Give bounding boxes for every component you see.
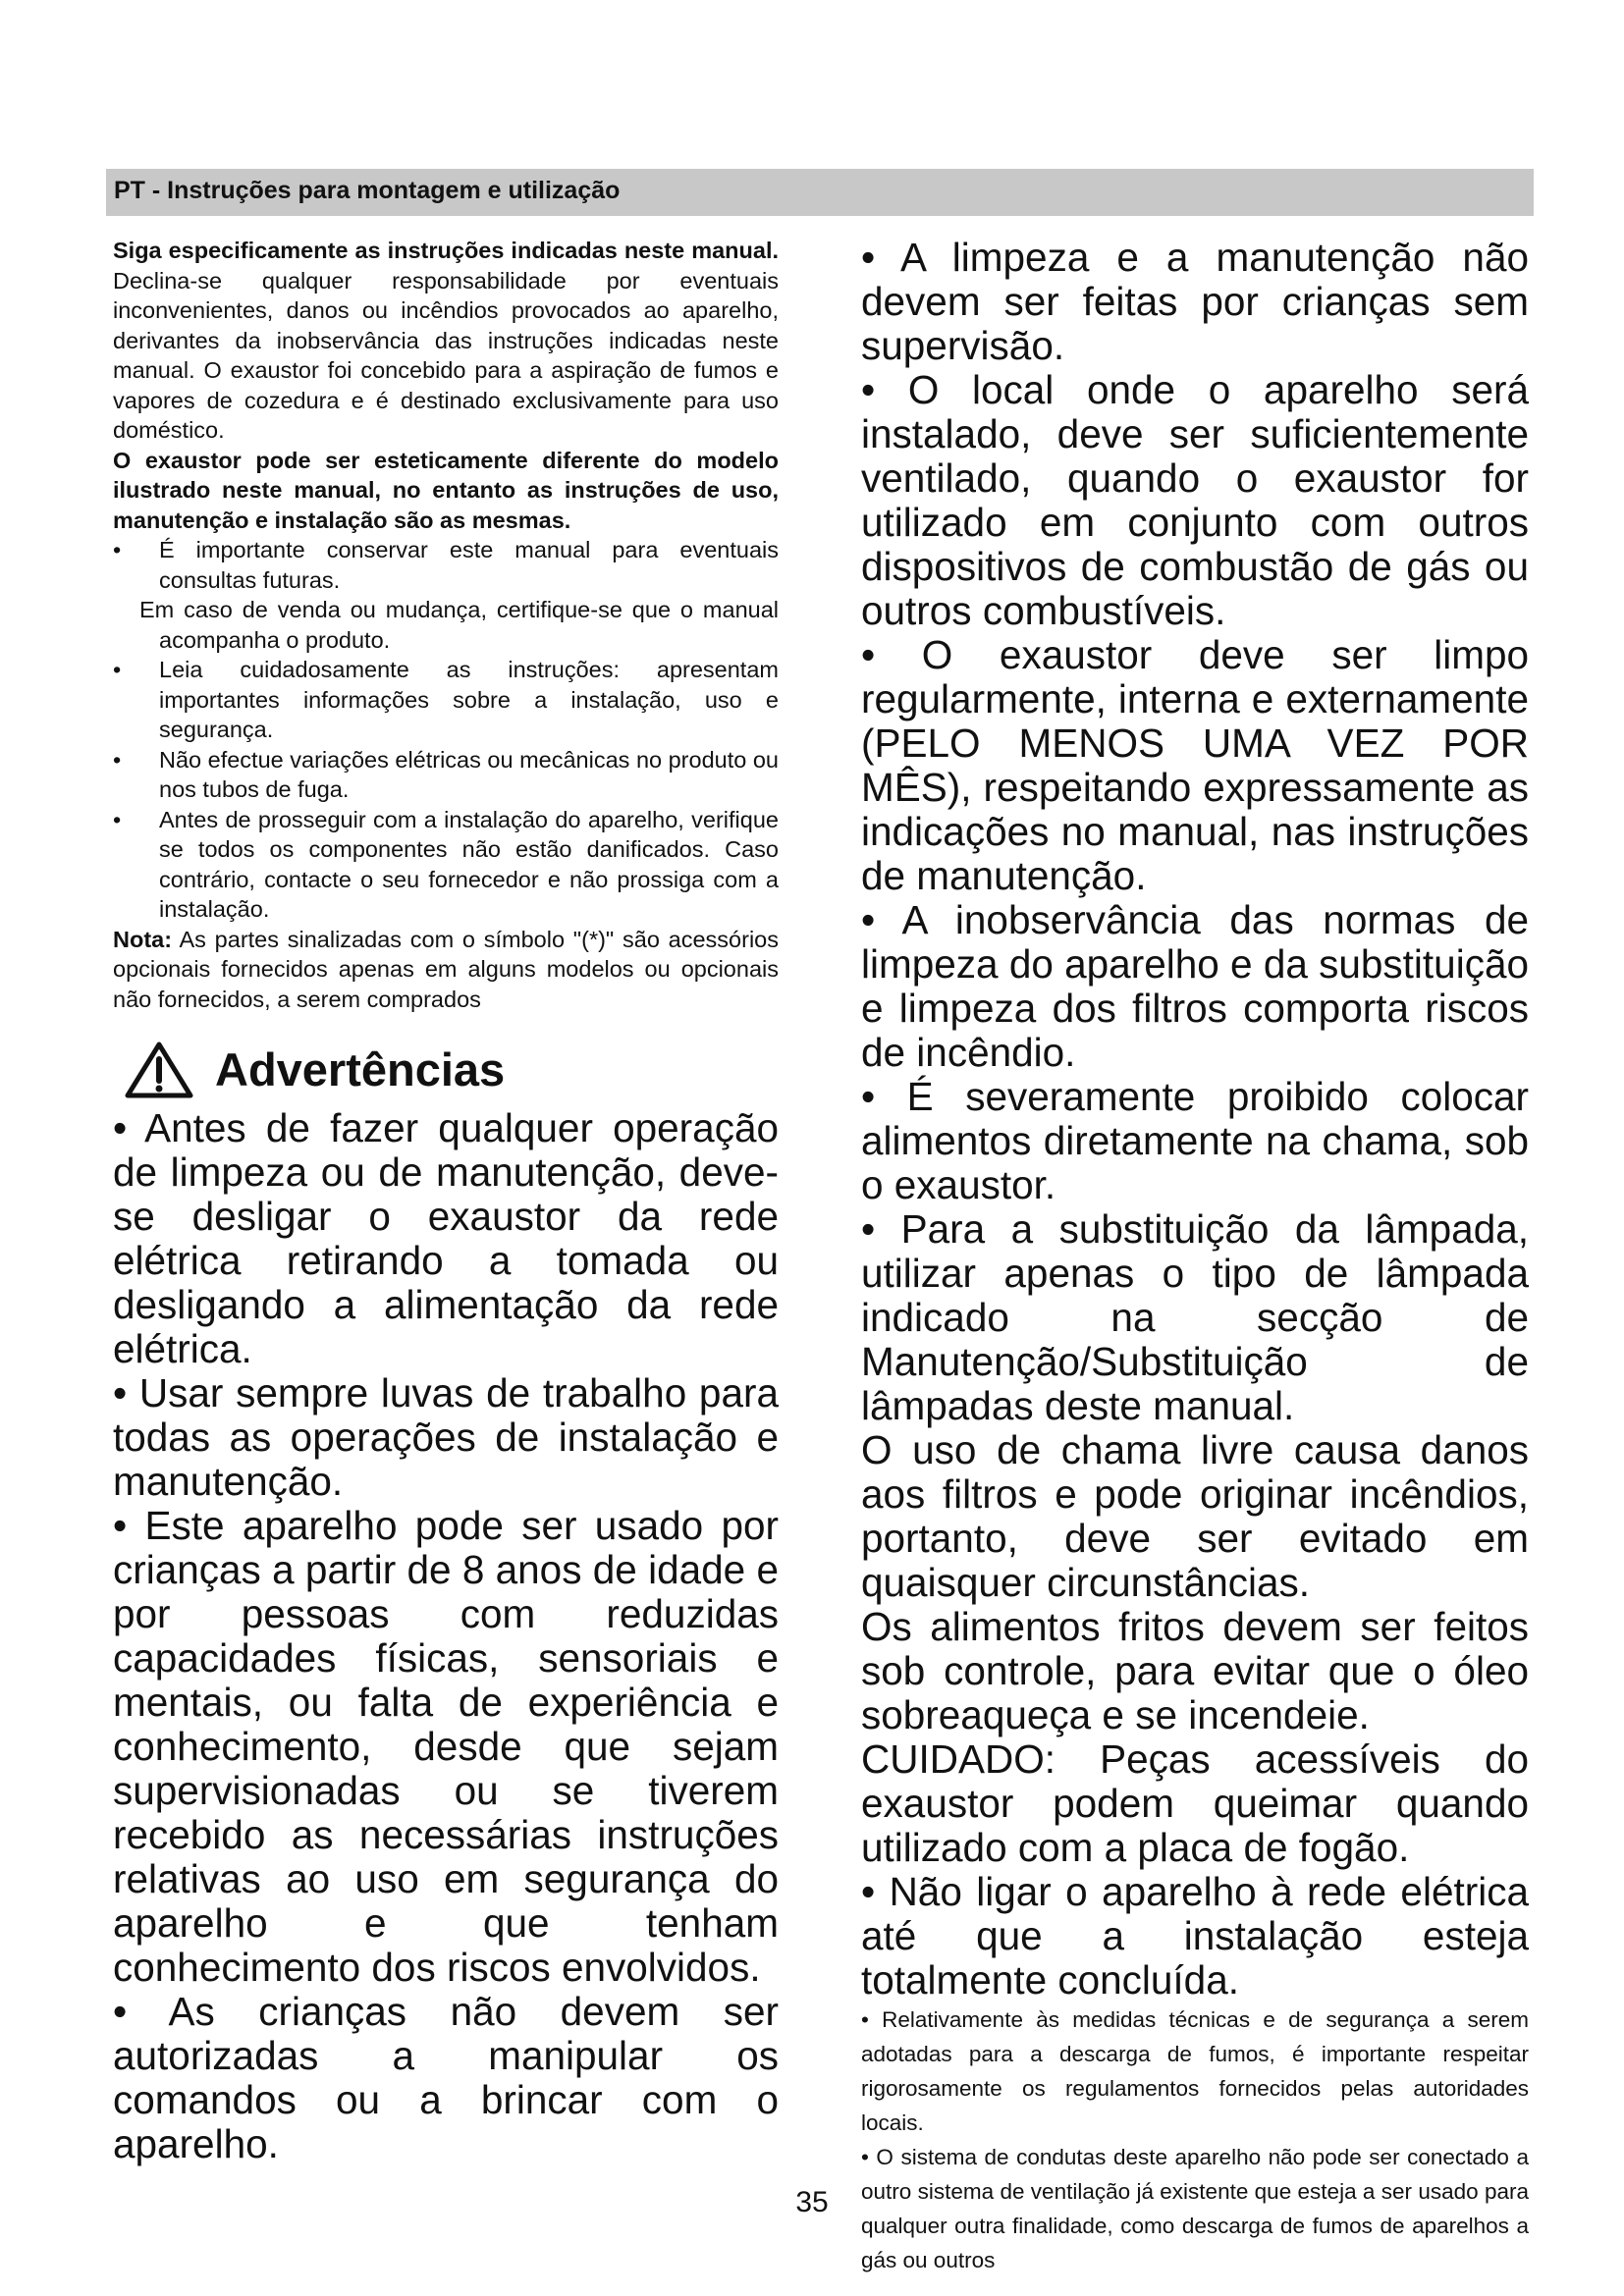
bullet-icon: • [113, 657, 122, 682]
list-item-text: É importante conservar este manual para eventuais consultas futuras. [159, 537, 779, 593]
regulation-note: • Relativamente às medidas técnicas e de segurança a serem adotadas para a descarga de fumos, é importante respeitar rigorosamente os regulamentos fornecidos pelas autoridades locais. [861, 2007, 1529, 2135]
list-item [113, 805, 779, 925]
list-item [113, 535, 779, 595]
warning-item: • Antes de fazer qualquer operação de limpeza ou de manutenção, deve-se desligar o exaustor da rede elétrica retirando a tomada ou desligando a alimentação da rede elétrica. [113, 1105, 779, 1371]
warning-triangle-icon [125, 1041, 193, 1098]
page-number: 35 [795, 2186, 829, 2218]
intro-text: Declina-se qualquer responsabilidade por eventuais inconvenientes, danos ou incêndios provocados ao aparelho, derivantes da inobservância das instruções indicadas neste manual. O exaustor foi concebido para a aspiração de fumos e vapores de cozedura e é destinado exclusivamente para uso doméstico. [113, 267, 779, 443]
warning-item: • Este aparelho pode ser usado por crianças a partir de 8 anos de idade e por pessoas com reduzidas capacidades físicas, sensoriais e mentais, ou falta de experiência e conhecimento, desde que sejam supervisionadas ou se tiverem recebido as necessárias instruções relativas ao uso em segurança do aparelho e que tenham conhecimento dos riscos envolvidos. [113, 1503, 779, 1990]
warning-item: Os alimentos fritos devem ser feitos sob controle, para evitar que o óleo sobreaqueça e se incendeie. [861, 1604, 1529, 1737]
model-notice: O exaustor pode ser esteticamente diferente do modelo ilustrado neste manual, no entanto as instruções de uso, manutenção e instalação são as mesmas. [113, 447, 779, 533]
list-item [113, 745, 779, 805]
section-title: PT - Instruções para montagem e utilização [114, 177, 621, 204]
section-header [106, 169, 1534, 216]
duct-system-note: • O sistema de condutas deste aparelho não pode ser conectado a outro sistema de ventilação já existente que esteja a ser usado para qualquer outra finalidade, como descarga de fumos de aparelhos a gás ou outros [861, 2145, 1529, 2272]
intro-bold-text: Siga especificamente as instruções indicadas neste manual. [113, 238, 779, 263]
bullet-icon: • [113, 537, 122, 562]
list-item [113, 655, 779, 745]
warning-item: • Para a substituição da lâmpada, utilizar apenas o tipo de lâmpada indicado na secção de Manutenção/Substituição de lâmpadas deste manual. [861, 1206, 1529, 1428]
intro-paragraph [113, 236, 779, 446]
list-item-text: Leia cuidadosamente as instruções: apresentam importantes informações sobre a instalação, uso e segurança. [159, 657, 779, 742]
resale-note: Em caso de venda ou mudança, certifique-se que o manual acompanha o produto. [139, 597, 779, 653]
note-paragraph [113, 925, 779, 1015]
caution-paragraph: CUIDADO: Peças acessíveis do exaustor podem queimar quando utilizado com a placa de fogão. [861, 1736, 1529, 1870]
instruction-list [113, 535, 779, 595]
note-text: As partes sinalizadas com o símbolo "(*)" são acessórios opcionais fornecidos apenas em alguns modelos ou opcionais não fornecidos, a serem comprados [113, 926, 779, 1012]
warning-item: • É severamente proibido colocar alimentos diretamente na chama, sob o exaustor. [861, 1074, 1529, 1207]
warnings-title: Advertências [215, 1043, 506, 1095]
list-item-text: Antes de prosseguir com a instalação do aparelho, verifique se todos os componentes não estão danificados. Caso contrário, contacte o seu fornecedor e não prossiga com a instalação. [159, 806, 779, 922]
warning-item: • Usar sempre luvas de trabalho para todas as operações de instalação e manutenção. [113, 1370, 779, 1504]
warnings-heading [113, 1041, 779, 1098]
bullet-icon: • [113, 746, 122, 773]
left-column [113, 236, 779, 2166]
right-column [861, 236, 1529, 2277]
bullet-icon: • [113, 806, 122, 832]
warning-item: • O local onde o aparelho será instalado, deve ser suficientemente ventilado, quando o exaustor for utilizado em conjunto com outros dispositivos de combustão de gás ou outros combustíveis. [861, 367, 1529, 633]
instruction-list-continued [113, 655, 779, 925]
warning-item: • A limpeza e a manutenção não devem ser feitas por crianças sem supervisão. [861, 235, 1529, 368]
warning-item: • As crianças não devem ser autorizadas a manipular os comandos ou a brincar com o aparelho. [113, 1989, 779, 2166]
warning-item: • Não ligar o aparelho à rede elétrica até que a instalação esteja totalmente concluída. [861, 1869, 1529, 2002]
warning-item: • O exaustor deve ser limpo regularmente, interna e externamente (PELO MENOS UMA VEZ POR MÊS), respeitando expressamente as indicações no manual, nas instruções de manutenção. [861, 632, 1529, 898]
warning-item: O uso de chama livre causa danos aos filtros e pode originar incêndios, portanto, deve ser evitado em quaisquer circunstâncias. [861, 1427, 1529, 1605]
warning-item: • A inobservância das normas de limpeza do aparelho e da substituição e limpeza dos filtros comporta riscos de incêndio. [861, 897, 1529, 1075]
note-label: Nota: [113, 926, 173, 952]
list-item-text: Não efectue variações elétricas ou mecânicas no produto ou nos tubos de fuga. [159, 746, 779, 802]
